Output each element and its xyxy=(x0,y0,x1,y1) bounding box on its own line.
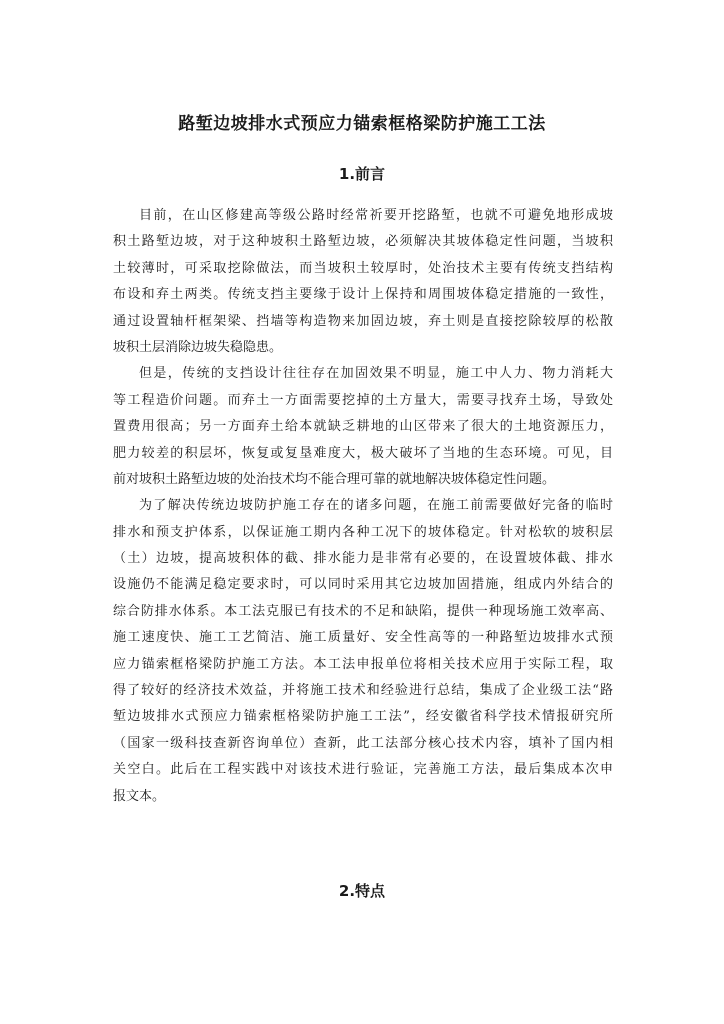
paragraph-line: 前对坡积土路堑边坡的处治技术均不能合理可靠的就地解决坡体稳定性问题。 xyxy=(113,471,556,487)
paragraph-line: 等工程造价问题。而弃土一方面需要挖掉的土方量大，需要寻找弃土场，导致处 xyxy=(113,392,613,408)
paragraph-line: 应力锚索框格梁防护施工方法。本工法申报单位将相关技术应用于实际工程，取 xyxy=(113,656,613,672)
paragraph-line: 目前，在山区修建高等级公路时经常祈要开挖路堑，也就不可避免地形成坡 xyxy=(139,208,613,223)
paragraph-line: 堑边坡排水式预应力锚索框格梁防护施工工法”，经安徽省科学技术情报研究所 xyxy=(113,709,613,725)
paragraph-line: 肥力较差的积层坏，恢复或复垦难度大，极大破坏了当地的生态环境。可见，目 xyxy=(113,445,613,461)
paragraph-line: 但是，传统的支挡设计往往存在加固效果不明显，施工中人力、物力消耗大 xyxy=(139,366,613,382)
paragraph-line: 置费用很高；另一方面弃土给本就缺乏耕地的山区带来了很大的土地资源压力， xyxy=(113,419,613,435)
paragraph-line: （国家一级科技查新咨询单位）查新，此工法部分核心技术内容，填补了国内相 xyxy=(113,735,613,751)
paragraph-line: 积土路堑边坡，对于这种坡积土路堑边坡，必须解决其坡体稳定性问题，当坡积 xyxy=(113,234,613,250)
paragraph-line: 施工速度快、施工工艺简洁、施工质量好、安全性高等的一种路堑边坡排水式预 xyxy=(113,630,613,646)
paragraph-line: 布设和弃土两类。传统支挡主要缘于设计上保持和周围坡体稳定措施的一致性， xyxy=(113,287,613,303)
paragraph-line: 报文本。 xyxy=(113,788,166,804)
paragraph-line: 得了较好的经济技术效益，并将施工技术和经验进行总结，集成了企业级工法“路 xyxy=(113,683,613,699)
preface-body xyxy=(113,203,613,810)
paragraph-line: 通过设置轴杆框架梁、挡墙等构造物来加固边坡，弃土则是直接挖除较厚的松散 xyxy=(113,313,613,329)
paragraph-line: 为了解决传统边坡防护施工存在的诸多问题，在施工前需要做好完备的临时 xyxy=(139,498,613,514)
document-title: 路堑边坡排水式预应力锚索框格梁防护施工工法 xyxy=(178,114,546,134)
paragraph-line: 综合防排水体系。本工法克服已有技术的不足和缺陷，提供一种现场施工效率高、 xyxy=(113,603,613,619)
section-heading-features: 2.特点 xyxy=(338,882,386,900)
paragraph-line: 设施仍不能满足稳定要求时，可以同时采用其它边坡加固措施，组成内外结合的 xyxy=(113,577,613,593)
paragraph-line: 排水和预支护体系，以保证施工期内各种工况下的坡体稳定。针对松软的坡积层 xyxy=(113,524,613,540)
section-heading-preface: 1.前言 xyxy=(338,165,386,183)
paragraph-line: 坡积土层消除边坡失稳隐患。 xyxy=(113,339,283,355)
paragraph-line: 土较薄时，可采取挖除做法，而当坡积土较厚时，处治技术主要有传统支挡结构 xyxy=(113,260,613,276)
paragraph-line: （土）边坡，提高坡积体的截、排水能力是非常有必要的，在设置坡体截、排水 xyxy=(113,551,613,567)
paragraph-line: 关空白。此后在工程实践中对该技术进行验证，完善施工方法，最后集成本次申 xyxy=(113,762,613,778)
